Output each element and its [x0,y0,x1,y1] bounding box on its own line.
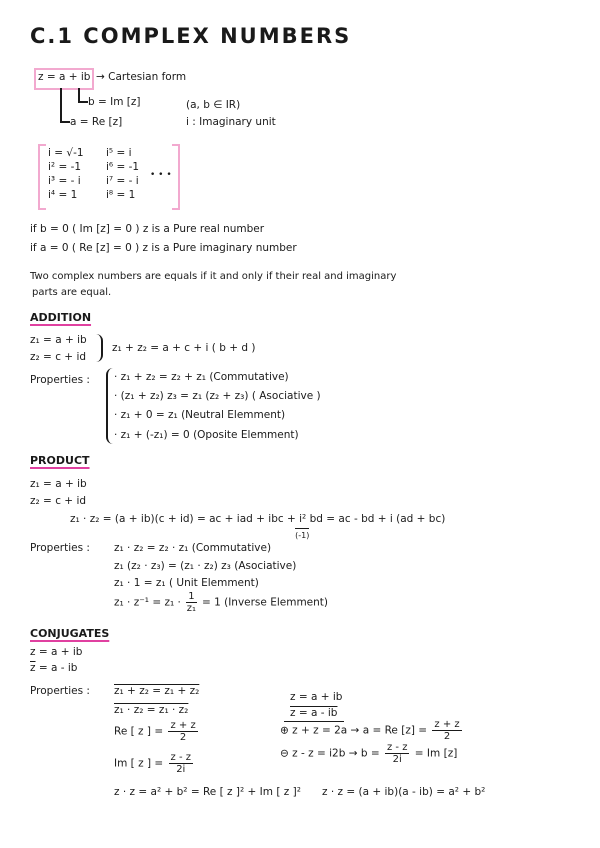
addition-sum: z₁ + z₂ = a + c + i ( b + d ) [112,342,256,354]
inverse-denominator: z₁ [186,603,197,614]
addition-properties-brace [106,368,113,444]
arrow-line-re-h [60,121,70,123]
derivation-sum [280,719,464,742]
power-i2: i² = -1 [48,161,82,173]
powers-bracket-right [172,144,180,210]
power-i8: i⁸ = 1 [106,189,136,201]
addition-prop-neutral: · z₁ + 0 = z₁ (Neutral Elemment) [114,409,286,421]
addition-properties-label: Properties : [30,374,90,386]
product-prop-inverse [114,591,328,614]
addition-z2: z₂ = c + id [30,351,87,363]
inverse-numerator: 1 [188,591,195,602]
power-i6: i⁶ = -1 [106,161,140,173]
inverse-fraction [186,591,196,614]
derivation-z: z = a + ib [290,691,343,703]
im-numerator: z - z [170,752,191,763]
conjugate-re-formula [114,720,200,743]
derivation-zbar: z = a - ib [290,707,338,719]
zbar-symbol: $\overline{z}$ [30,662,36,674]
equality-line-1: Two complex numbers are equals if it and only if their real and imaginary [30,271,397,282]
difference-derivation-text: ⊖ z - z = i2b → b = [280,747,380,760]
pure-imaginary-line: if a = 0 ( Re [z] = 0 ) z is a Pure imaginary number [30,242,297,254]
cartesian-form-label: → Cartesian form [96,71,187,83]
product-expansion [70,512,446,540]
power-i4: i⁴ = 1 [48,189,78,201]
inverse-rhs: = 1 (Inverse Elemment) [201,596,328,609]
powers-right-column [106,146,139,202]
i-squared-term [295,512,310,540]
product-expansion-lhs: z₁ · z₂ = (a + ib)(c + id) = ac + iad + ibc + [70,513,296,525]
product-properties-label: Properties : [30,542,90,554]
product-heading: PRODUCT [30,454,90,467]
power-i5: i⁵ = i [106,147,132,159]
sum-derivation-denominator: 2 [443,731,451,742]
difference-derivation-fraction [385,742,409,765]
product-z2: z₂ = c + id [30,495,87,507]
conjugates-heading: CONJUGATES [30,627,110,640]
difference-derivation-numerator: z - z [386,742,408,753]
imaginary-unit-note: i : Imaginary unit [186,116,276,128]
addition-prop-opposite: · z₁ + (-z₁) = 0 (Oposite Elemment) [114,429,299,441]
addition-prop-commutative: · z₁ + z₂ = z₂ + z₁ (Commutative) [114,371,289,383]
zbar-value: = a - ib [35,662,78,674]
conjugate-modulus-formula: z · z = a² + b² = Re [ z ]² + Im [ z ]² [114,786,301,798]
powers-left-column [48,146,84,202]
re-fraction [168,720,197,743]
arrow-line-re [60,88,62,121]
i-squared: i² [299,513,307,525]
re-label: Re [ z ] = [114,725,164,738]
conjugate-im-formula [114,752,195,775]
difference-derivation-denominator: 2i [392,754,402,765]
power-i3: i³ = - i [48,175,81,187]
im-definition: b = Im [z] [88,96,141,108]
addition-heading: ADDITION [30,311,92,324]
page-title: C.1 COMPLEX NUMBERS [30,24,352,48]
minus-one-annotation: (-1) [295,528,309,543]
product-prop-unit: z₁ · 1 = z₁ ( Unit Elemment) [114,577,259,589]
product-expansion-rhs: bd = ac - bd + i (ad + bc) [309,513,446,525]
powers-ellipsis: • • • [150,170,172,180]
re-denominator: 2 [179,732,187,743]
im-label: Im [ z ] = [114,757,164,770]
conjugate-sum-property: z₁ + z₂ = z₁ + z₂ [114,685,200,697]
re-numerator: z + z [170,720,196,731]
sum-derivation-numerator: z + z [434,719,460,730]
addition-brace [96,334,103,362]
inverse-lhs: z₁ · z⁻¹ = z₁ · [114,596,181,609]
product-prop-associative: z₁ (z₂ · z₃) = (z₁ · z₂) z₃ (Asociative) [114,560,297,572]
conjugate-zbar [30,661,77,675]
power-i1: i = √-1 [48,147,84,159]
powers-bracket-left [38,144,46,210]
equality-line-2: parts are equal. [32,287,112,298]
arrow-line-im-h [78,101,88,103]
addition-z1: z₁ = a + ib [30,334,87,346]
derivation-product: z · z = (a + ib)(a - ib) = a² + b² [322,786,486,798]
conjugate-z: z = a + ib [30,646,83,658]
sum-derivation-text: ⊕ z + z = 2a → a = Re [z] = [280,724,428,737]
arrow-line-im [78,88,80,101]
cartesian-expression: z = a + ib [38,71,91,83]
conjugate-product-property: z₁ · z₂ = z₁ · z₂ [114,704,189,716]
re-definition: a = Re [z] [70,116,123,128]
im-denominator: 2i [176,764,186,775]
addition-prop-associative: · (z₁ + z₂) z₃ = z₁ (z₂ + z₃) ( Asociative ) [114,390,321,402]
product-prop-commutative: z₁ · z₂ = z₂ · z₁ (Commutative) [114,542,272,554]
pure-real-line: if b = 0 ( Im [z] = 0 ) z is a Pure real number [30,223,265,235]
conjugate-properties-label: Properties : [30,685,90,697]
derivation-difference [280,742,457,765]
im-fraction [169,752,193,775]
sum-derivation-fraction [432,719,461,742]
difference-derivation-result: = Im [z] [414,747,458,760]
domain-note: (a, b ∈ IR) [186,99,241,111]
power-i7: i⁷ = - i [106,175,139,187]
product-z1: z₁ = a + ib [30,478,87,490]
